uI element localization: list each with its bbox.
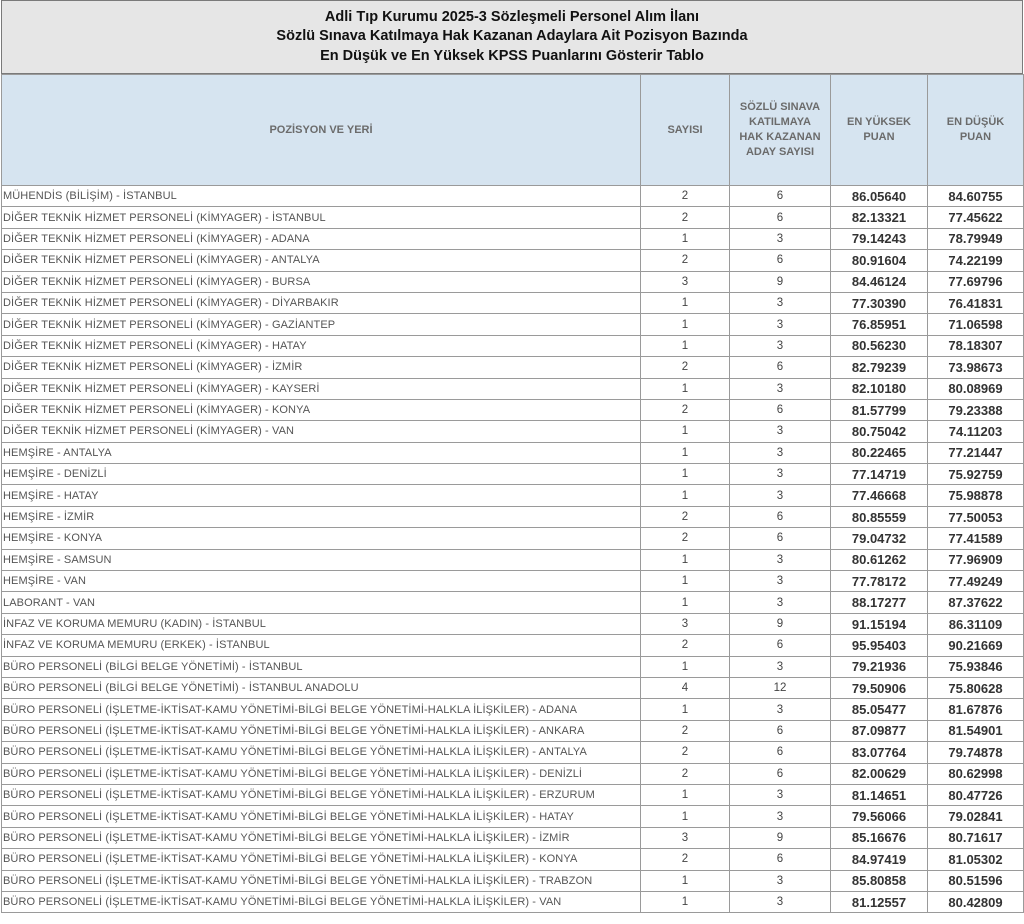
cell-position: BÜRO PERSONELİ (İŞLETME-İKTİSAT-KAMU YÖNETİMİ-BİLGİ BELGE YÖNETİMİ-HALKLA İLİŞKİLER) - ERZURUM: [2, 784, 641, 805]
table-row: [2, 271, 1024, 292]
document: [1, 0, 1023, 913]
cell-candidates: 3: [730, 442, 831, 463]
cell-candidates: 6: [730, 849, 831, 870]
cell-count: 2: [641, 399, 730, 420]
table-row: [2, 399, 1024, 420]
cell-position: DİĞER TEKNİK HİZMET PERSONELİ (KİMYAGER) - KONYA: [2, 399, 641, 420]
cell-lowest: 90.21669: [928, 635, 1024, 656]
cell-count: 1: [641, 292, 730, 313]
cell-candidates: 9: [730, 613, 831, 634]
table-row: [2, 228, 1024, 249]
cell-count: 2: [641, 528, 730, 549]
cell-highest: 80.22465: [831, 442, 928, 463]
col-header-count: SAYISI: [641, 75, 730, 186]
cell-highest: 79.14243: [831, 228, 928, 249]
cell-highest: 80.85559: [831, 506, 928, 527]
cell-count: 1: [641, 806, 730, 827]
cell-candidates: 3: [730, 485, 831, 506]
cell-count: 1: [641, 784, 730, 805]
cell-lowest: 77.45622: [928, 207, 1024, 228]
cell-count: 1: [641, 870, 730, 891]
col-header-position: POZİSYON VE YERİ: [2, 75, 641, 186]
cell-highest: 77.30390: [831, 292, 928, 313]
cell-highest: 83.07764: [831, 742, 928, 763]
table-row: [2, 571, 1024, 592]
cell-highest: 77.14719: [831, 464, 928, 485]
cell-highest: 80.61262: [831, 549, 928, 570]
cell-candidates: 3: [730, 292, 831, 313]
cell-count: 2: [641, 250, 730, 271]
cell-position: DİĞER TEKNİK HİZMET PERSONELİ (KİMYAGER) - GAZİANTEP: [2, 314, 641, 335]
cell-highest: 95.95403: [831, 635, 928, 656]
cell-lowest: 77.50053: [928, 506, 1024, 527]
cell-position: BÜRO PERSONELİ (İŞLETME-İKTİSAT-KAMU YÖNETİMİ-BİLGİ BELGE YÖNETİMİ-HALKLA İLİŞKİLER) - KONYA: [2, 849, 641, 870]
table-row: [2, 186, 1024, 207]
cell-count: 1: [641, 485, 730, 506]
col-header-candidates: SÖZLÜ SINAVA KATILMAYA HAK KAZANAN ADAY SAYISI: [730, 75, 831, 186]
cell-position: DİĞER TEKNİK HİZMET PERSONELİ (KİMYAGER) - VAN: [2, 421, 641, 442]
cell-highest: 85.80858: [831, 870, 928, 891]
cell-highest: 85.05477: [831, 699, 928, 720]
cell-position: DİĞER TEKNİK HİZMET PERSONELİ (KİMYAGER) - KAYSERİ: [2, 378, 641, 399]
cell-highest: 81.12557: [831, 891, 928, 912]
cell-candidates: 6: [730, 399, 831, 420]
cell-count: 3: [641, 827, 730, 848]
cell-lowest: 74.11203: [928, 421, 1024, 442]
cell-highest: 82.10180: [831, 378, 928, 399]
title-line-1: Adli Tıp Kurumu 2025-3 Sözleşmeli Personel Alım İlanı: [324, 8, 700, 25]
cell-candidates: 6: [730, 720, 831, 741]
cell-count: 1: [641, 314, 730, 335]
cell-highest: 77.46668: [831, 485, 928, 506]
table-row: [2, 849, 1024, 870]
cell-candidates: 3: [730, 228, 831, 249]
cell-lowest: 80.08969: [928, 378, 1024, 399]
cell-count: 2: [641, 186, 730, 207]
cell-position: DİĞER TEKNİK HİZMET PERSONELİ (KİMYAGER) - İSTANBUL: [2, 207, 641, 228]
cell-candidates: 6: [730, 635, 831, 656]
cell-candidates: 3: [730, 656, 831, 677]
table-row: [2, 592, 1024, 613]
cell-position: BÜRO PERSONELİ (İŞLETME-İKTİSAT-KAMU YÖNETİMİ-BİLGİ BELGE YÖNETİMİ-HALKLA İLİŞKİLER) - ANKARA: [2, 720, 641, 741]
cell-lowest: 78.18307: [928, 335, 1024, 356]
cell-highest: 91.15194: [831, 613, 928, 634]
cell-position: DİĞER TEKNİK HİZMET PERSONELİ (KİMYAGER) - HATAY: [2, 335, 641, 356]
cell-count: 1: [641, 442, 730, 463]
cell-highest: 84.97419: [831, 849, 928, 870]
table-row: [2, 314, 1024, 335]
cell-lowest: 74.22199: [928, 250, 1024, 271]
cell-candidates: 3: [730, 314, 831, 335]
cell-highest: 82.79239: [831, 357, 928, 378]
cell-count: 1: [641, 549, 730, 570]
cell-position: BÜRO PERSONELİ (İŞLETME-İKTİSAT-KAMU YÖNETİMİ-BİLGİ BELGE YÖNETİMİ-HALKLA İLİŞKİLER) - ADANA: [2, 699, 641, 720]
table-row: [2, 378, 1024, 399]
table-row: [2, 549, 1024, 570]
cell-lowest: 80.71617: [928, 827, 1024, 848]
cell-count: 1: [641, 891, 730, 912]
cell-position: LABORANT - VAN: [2, 592, 641, 613]
cell-lowest: 80.42809: [928, 891, 1024, 912]
cell-candidates: 6: [730, 186, 831, 207]
cell-lowest: 87.37622: [928, 592, 1024, 613]
cell-highest: 81.14651: [831, 784, 928, 805]
cell-lowest: 77.69796: [928, 271, 1024, 292]
cell-highest: 86.05640: [831, 186, 928, 207]
cell-lowest: 77.21447: [928, 442, 1024, 463]
cell-count: 1: [641, 464, 730, 485]
table-row: [2, 806, 1024, 827]
cell-candidates: 12: [730, 677, 831, 698]
cell-position: HEMŞİRE - HATAY: [2, 485, 641, 506]
cell-lowest: 73.98673: [928, 357, 1024, 378]
cell-highest: 84.46124: [831, 271, 928, 292]
cell-position: HEMŞİRE - KONYA: [2, 528, 641, 549]
table-row: [2, 720, 1024, 741]
cell-candidates: 3: [730, 891, 831, 912]
cell-position: HEMŞİRE - VAN: [2, 571, 641, 592]
cell-lowest: 79.02841: [928, 806, 1024, 827]
cell-highest: 79.04732: [831, 528, 928, 549]
cell-count: 1: [641, 592, 730, 613]
cell-position: BÜRO PERSONELİ (BİLGİ BELGE YÖNETİMİ) - İSTANBUL ANADOLU: [2, 677, 641, 698]
cell-highest: 80.56230: [831, 335, 928, 356]
cell-count: 3: [641, 271, 730, 292]
cell-highest: 81.57799: [831, 399, 928, 420]
cell-count: 2: [641, 635, 730, 656]
cell-lowest: 84.60755: [928, 186, 1024, 207]
cell-highest: 87.09877: [831, 720, 928, 741]
cell-candidates: 6: [730, 528, 831, 549]
cell-count: 2: [641, 506, 730, 527]
cell-lowest: 75.98878: [928, 485, 1024, 506]
cell-candidates: 3: [730, 870, 831, 891]
cell-lowest: 86.31109: [928, 613, 1024, 634]
cell-lowest: 78.79949: [928, 228, 1024, 249]
table-row: [2, 421, 1024, 442]
cell-count: 2: [641, 720, 730, 741]
cell-highest: 80.75042: [831, 421, 928, 442]
cell-position: BÜRO PERSONELİ (İŞLETME-İKTİSAT-KAMU YÖNETİMİ-BİLGİ BELGE YÖNETİMİ-HALKLA İLİŞKİLER) - İZMİR: [2, 827, 641, 848]
cell-count: 1: [641, 378, 730, 399]
table-row: [2, 635, 1024, 656]
title-line-2: Sözlü Sınava Katılmaya Hak Kazanan Adaylara Ait Pozisyon Bazında: [276, 28, 748, 45]
cell-position: HEMŞİRE - SAMSUN: [2, 549, 641, 570]
cell-candidates: 3: [730, 806, 831, 827]
cell-candidates: 6: [730, 207, 831, 228]
cell-candidates: 3: [730, 335, 831, 356]
cell-lowest: 81.67876: [928, 699, 1024, 720]
title-line-3: En Düşük ve En Yüksek KPSS Puanlarını Gösterir Tablo: [320, 47, 704, 64]
table-row: [2, 292, 1024, 313]
cell-highest: 82.13321: [831, 207, 928, 228]
cell-count: 2: [641, 742, 730, 763]
cell-count: 2: [641, 849, 730, 870]
table-row: [2, 870, 1024, 891]
cell-position: DİĞER TEKNİK HİZMET PERSONELİ (KİMYAGER) - BURSA: [2, 271, 641, 292]
cell-candidates: 9: [730, 827, 831, 848]
cell-position: HEMŞİRE - İZMİR: [2, 506, 641, 527]
cell-position: DİĞER TEKNİK HİZMET PERSONELİ (KİMYAGER) - ADANA: [2, 228, 641, 249]
cell-position: BÜRO PERSONELİ (İŞLETME-İKTİSAT-KAMU YÖNETİMİ-BİLGİ BELGE YÖNETİMİ-HALKLA İLİŞKİLER) - TRABZON: [2, 870, 641, 891]
table-row: [2, 677, 1024, 698]
cell-lowest: 79.74878: [928, 742, 1024, 763]
cell-count: 2: [641, 207, 730, 228]
table-row: [2, 464, 1024, 485]
cell-lowest: 75.92759: [928, 464, 1024, 485]
table-row: [2, 442, 1024, 463]
cell-lowest: 79.23388: [928, 399, 1024, 420]
cell-count: 1: [641, 656, 730, 677]
cell-candidates: 3: [730, 699, 831, 720]
cell-position: HEMŞİRE - DENİZLİ: [2, 464, 641, 485]
cell-count: 1: [641, 571, 730, 592]
cell-count: 1: [641, 228, 730, 249]
cell-count: 1: [641, 421, 730, 442]
cell-candidates: 3: [730, 571, 831, 592]
cell-count: 1: [641, 335, 730, 356]
cell-position: BÜRO PERSONELİ (İŞLETME-İKTİSAT-KAMU YÖNETİMİ-BİLGİ BELGE YÖNETİMİ-HALKLA İLİŞKİLER) - VAN: [2, 891, 641, 912]
cell-lowest: 81.05302: [928, 849, 1024, 870]
table-row: [2, 506, 1024, 527]
table-row: [2, 891, 1024, 912]
cell-count: 4: [641, 677, 730, 698]
cell-count: 2: [641, 357, 730, 378]
table-row: [2, 784, 1024, 805]
cell-candidates: 3: [730, 378, 831, 399]
cell-highest: 85.16676: [831, 827, 928, 848]
table-title: [1, 0, 1023, 74]
table-row: [2, 613, 1024, 634]
cell-position: BÜRO PERSONELİ (İŞLETME-İKTİSAT-KAMU YÖNETİMİ-BİLGİ BELGE YÖNETİMİ-HALKLA İLİŞKİLER) - HATAY: [2, 806, 641, 827]
col-header-highest: EN YÜKSEK PUAN: [831, 75, 928, 186]
col-header-lowest: EN DÜŞÜK PUAN: [928, 75, 1024, 186]
table-row: [2, 335, 1024, 356]
cell-position: DİĞER TEKNİK HİZMET PERSONELİ (KİMYAGER) - İZMİR: [2, 357, 641, 378]
table-row: [2, 763, 1024, 784]
cell-highest: 79.50906: [831, 677, 928, 698]
cell-position: BÜRO PERSONELİ (İŞLETME-İKTİSAT-KAMU YÖNETİMİ-BİLGİ BELGE YÖNETİMİ-HALKLA İLİŞKİLER) - ANTALYA: [2, 742, 641, 763]
cell-lowest: 77.49249: [928, 571, 1024, 592]
cell-highest: 79.21936: [831, 656, 928, 677]
table-row: [2, 742, 1024, 763]
cell-position: BÜRO PERSONELİ (BİLGİ BELGE YÖNETİMİ) - İSTANBUL: [2, 656, 641, 677]
cell-position: HEMŞİRE - ANTALYA: [2, 442, 641, 463]
table-row: [2, 656, 1024, 677]
cell-candidates: 3: [730, 421, 831, 442]
cell-candidates: 3: [730, 549, 831, 570]
table-row: [2, 250, 1024, 271]
table-row: [2, 207, 1024, 228]
cell-highest: 80.91604: [831, 250, 928, 271]
cell-candidates: 6: [730, 763, 831, 784]
cell-lowest: 81.54901: [928, 720, 1024, 741]
cell-highest: 79.56066: [831, 806, 928, 827]
table-row: [2, 827, 1024, 848]
cell-lowest: 75.93846: [928, 656, 1024, 677]
cell-candidates: 3: [730, 464, 831, 485]
cell-position: MÜHENDİS (BİLİŞİM) - İSTANBUL: [2, 186, 641, 207]
table-body: [2, 186, 1024, 913]
table-header-row: [2, 75, 1024, 186]
cell-candidates: 3: [730, 784, 831, 805]
cell-highest: 88.17277: [831, 592, 928, 613]
cell-position: İNFAZ VE KORUMA MEMURU (KADIN) - İSTANBUL: [2, 613, 641, 634]
cell-lowest: 80.51596: [928, 870, 1024, 891]
cell-highest: 82.00629: [831, 763, 928, 784]
cell-highest: 77.78172: [831, 571, 928, 592]
cell-count: 2: [641, 763, 730, 784]
table-row: [2, 485, 1024, 506]
cell-count: 1: [641, 699, 730, 720]
cell-lowest: 77.41589: [928, 528, 1024, 549]
cell-position: DİĞER TEKNİK HİZMET PERSONELİ (KİMYAGER) - ANTALYA: [2, 250, 641, 271]
cell-candidates: 6: [730, 250, 831, 271]
cell-position: BÜRO PERSONELİ (İŞLETME-İKTİSAT-KAMU YÖNETİMİ-BİLGİ BELGE YÖNETİMİ-HALKLA İLİŞKİLER) - DENİZLİ: [2, 763, 641, 784]
table-row: [2, 357, 1024, 378]
cell-candidates: 9: [730, 271, 831, 292]
cell-lowest: 80.62998: [928, 763, 1024, 784]
cell-candidates: 3: [730, 592, 831, 613]
table-row: [2, 528, 1024, 549]
cell-candidates: 6: [730, 742, 831, 763]
cell-candidates: 6: [730, 357, 831, 378]
cell-highest: 76.85951: [831, 314, 928, 335]
cell-lowest: 77.96909: [928, 549, 1024, 570]
cell-lowest: 76.41831: [928, 292, 1024, 313]
cell-position: DİĞER TEKNİK HİZMET PERSONELİ (KİMYAGER) - DİYARBAKIR: [2, 292, 641, 313]
cell-lowest: 80.47726: [928, 784, 1024, 805]
cell-count: 3: [641, 613, 730, 634]
results-table: [1, 74, 1024, 913]
cell-lowest: 71.06598: [928, 314, 1024, 335]
cell-candidates: 6: [730, 506, 831, 527]
table-row: [2, 699, 1024, 720]
cell-position: İNFAZ VE KORUMA MEMURU (ERKEK) - İSTANBUL: [2, 635, 641, 656]
cell-lowest: 75.80628: [928, 677, 1024, 698]
